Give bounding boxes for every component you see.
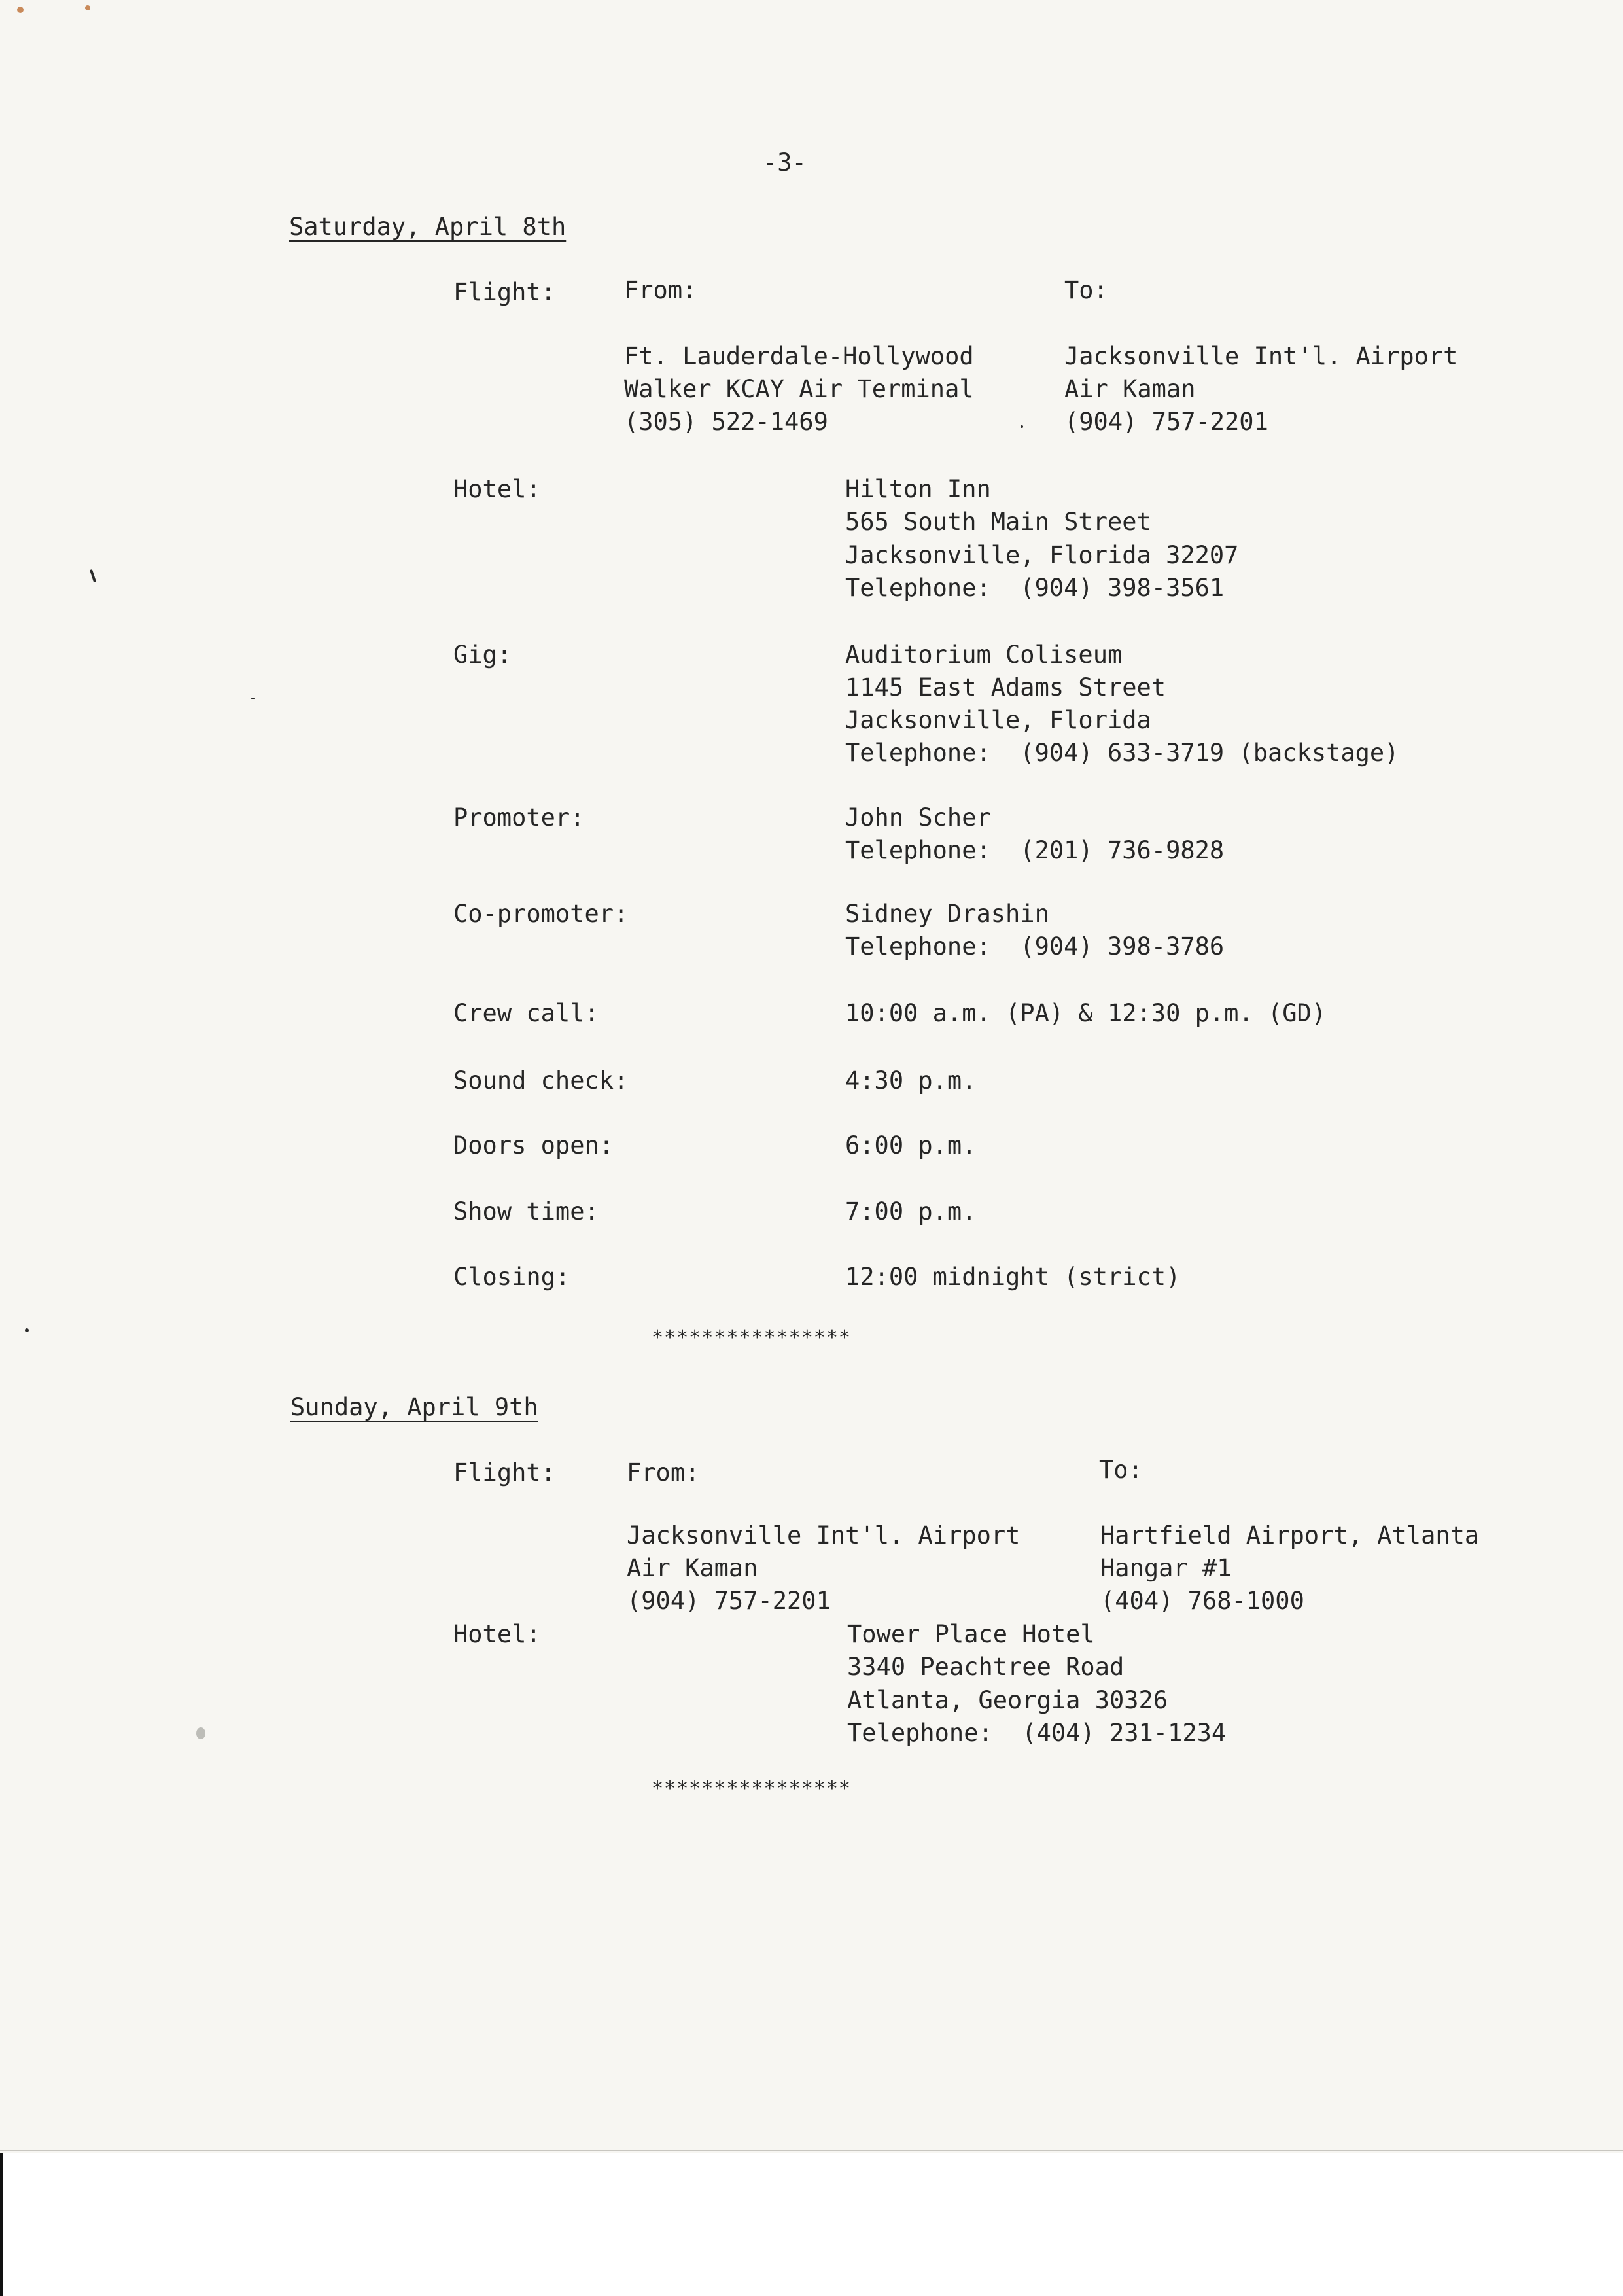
scanner-bed bbox=[0, 2153, 1623, 2296]
sunday-flight-from-line: Jacksonville Int'l. Airport bbox=[627, 1521, 1021, 1549]
saturday-flight-to-line: Air Kaman bbox=[1064, 375, 1196, 403]
sunday-flight-from-label: From: bbox=[627, 1458, 700, 1487]
saturday-heading: Saturday, April 8th bbox=[289, 213, 567, 241]
saturday-closing-label: Closing: bbox=[453, 1263, 570, 1291]
saturday-closing-value: 12:00 midnight (strict) bbox=[845, 1263, 1181, 1291]
sunday-hotel-line: 3340 Peachtree Road bbox=[847, 1653, 1125, 1681]
saturday-gig-line: Jacksonville, Florida bbox=[845, 706, 1151, 734]
saturday-co-promoter-line: Sidney Drashin bbox=[845, 900, 1049, 928]
saturday-gig-line: Telephone: (904) 633-3719 (backstage) bbox=[845, 739, 1399, 767]
saturday-hotel-label: Hotel: bbox=[453, 475, 541, 503]
saturday-flight-from-line: (305) 522-1469 bbox=[624, 408, 828, 436]
sunday-flight-to-line: (404) 768-1000 bbox=[1100, 1587, 1304, 1615]
scan-mark bbox=[251, 698, 255, 699]
sunday-hotel-line: Telephone: (404) 231-1234 bbox=[847, 1719, 1227, 1747]
saturday-flight-to-line: Jacksonville Int'l. Airport bbox=[1064, 342, 1458, 370]
sunday-flight-to-line: Hartfield Airport, Atlanta bbox=[1100, 1521, 1480, 1549]
saturday-flight-from-line: Ft. Lauderdale-Hollywood bbox=[624, 342, 974, 370]
page-number: -3- bbox=[763, 149, 807, 177]
section-separator: **************** bbox=[652, 1326, 851, 1349]
scan-mark bbox=[25, 1328, 29, 1332]
saturday-doors-open-label: Doors open: bbox=[453, 1131, 614, 1159]
saturday-gig-line: 1145 East Adams Street bbox=[845, 673, 1166, 701]
sunday-flight-to-label: To: bbox=[1099, 1456, 1143, 1484]
saturday-promoter-line: Telephone: (201) 736-9828 bbox=[845, 836, 1225, 864]
section-separator: **************** bbox=[652, 1777, 851, 1800]
saturday-hotel-line: Hilton Inn bbox=[845, 475, 991, 503]
scanner-edge-line bbox=[0, 2153, 3, 2296]
saturday-gig-line: Auditorium Coliseum bbox=[845, 641, 1123, 669]
page-bottom-edge bbox=[0, 2150, 1623, 2151]
saturday-promoter-line: John Scher bbox=[845, 804, 991, 832]
saturday-flight-to-label: To: bbox=[1064, 276, 1108, 304]
scan-mark bbox=[1021, 425, 1023, 428]
saturday-hotel-line: 565 South Main Street bbox=[845, 508, 1151, 536]
saturday-promoter-label: Promoter: bbox=[453, 804, 585, 832]
saturday-crew-call-label: Crew call: bbox=[453, 999, 599, 1027]
saturday-flight-to-line: (904) 757-2201 bbox=[1064, 408, 1268, 436]
saturday-flight-from-label: From: bbox=[624, 276, 697, 304]
saturday-flight-from-line: Walker KCAY Air Terminal bbox=[624, 375, 974, 403]
saturday-hotel-line: Jacksonville, Florida 32207 bbox=[845, 541, 1239, 569]
sunday-hotel-line: Tower Place Hotel bbox=[847, 1620, 1095, 1648]
saturday-sound-check-value: 4:30 p.m. bbox=[845, 1067, 977, 1095]
scan-mark bbox=[85, 5, 90, 10]
saturday-gig-label: Gig: bbox=[453, 641, 512, 669]
scan-mark bbox=[90, 569, 96, 582]
saturday-co-promoter-label: Co-promoter: bbox=[453, 900, 629, 928]
sunday-hotel-label: Hotel: bbox=[453, 1620, 541, 1648]
saturday-crew-call-value: 10:00 a.m. (PA) & 12:30 p.m. (GD) bbox=[845, 999, 1327, 1027]
sunday-hotel-line: Atlanta, Georgia 30326 bbox=[847, 1686, 1168, 1714]
saturday-co-promoter-line: Telephone: (904) 398-3786 bbox=[845, 932, 1225, 961]
sunday-flight-from-line: Air Kaman bbox=[627, 1554, 758, 1582]
sunday-flight-label: Flight: bbox=[453, 1458, 555, 1487]
sunday-flight-from-line: (904) 757-2201 bbox=[627, 1587, 831, 1615]
sunday-heading: Sunday, April 9th bbox=[290, 1393, 538, 1421]
saturday-doors-open-value: 6:00 p.m. bbox=[845, 1131, 977, 1159]
saturday-hotel-line: Telephone: (904) 398-3561 bbox=[845, 574, 1225, 602]
saturday-show-time-value: 7:00 p.m. bbox=[845, 1197, 977, 1226]
saturday-show-time-label: Show time: bbox=[453, 1197, 599, 1226]
saturday-sound-check-label: Sound check: bbox=[453, 1067, 629, 1095]
saturday-flight-label: Flight: bbox=[453, 278, 555, 306]
scan-mark bbox=[196, 1727, 205, 1739]
scan-mark bbox=[17, 7, 24, 13]
sunday-flight-to-line: Hangar #1 bbox=[1100, 1554, 1232, 1582]
